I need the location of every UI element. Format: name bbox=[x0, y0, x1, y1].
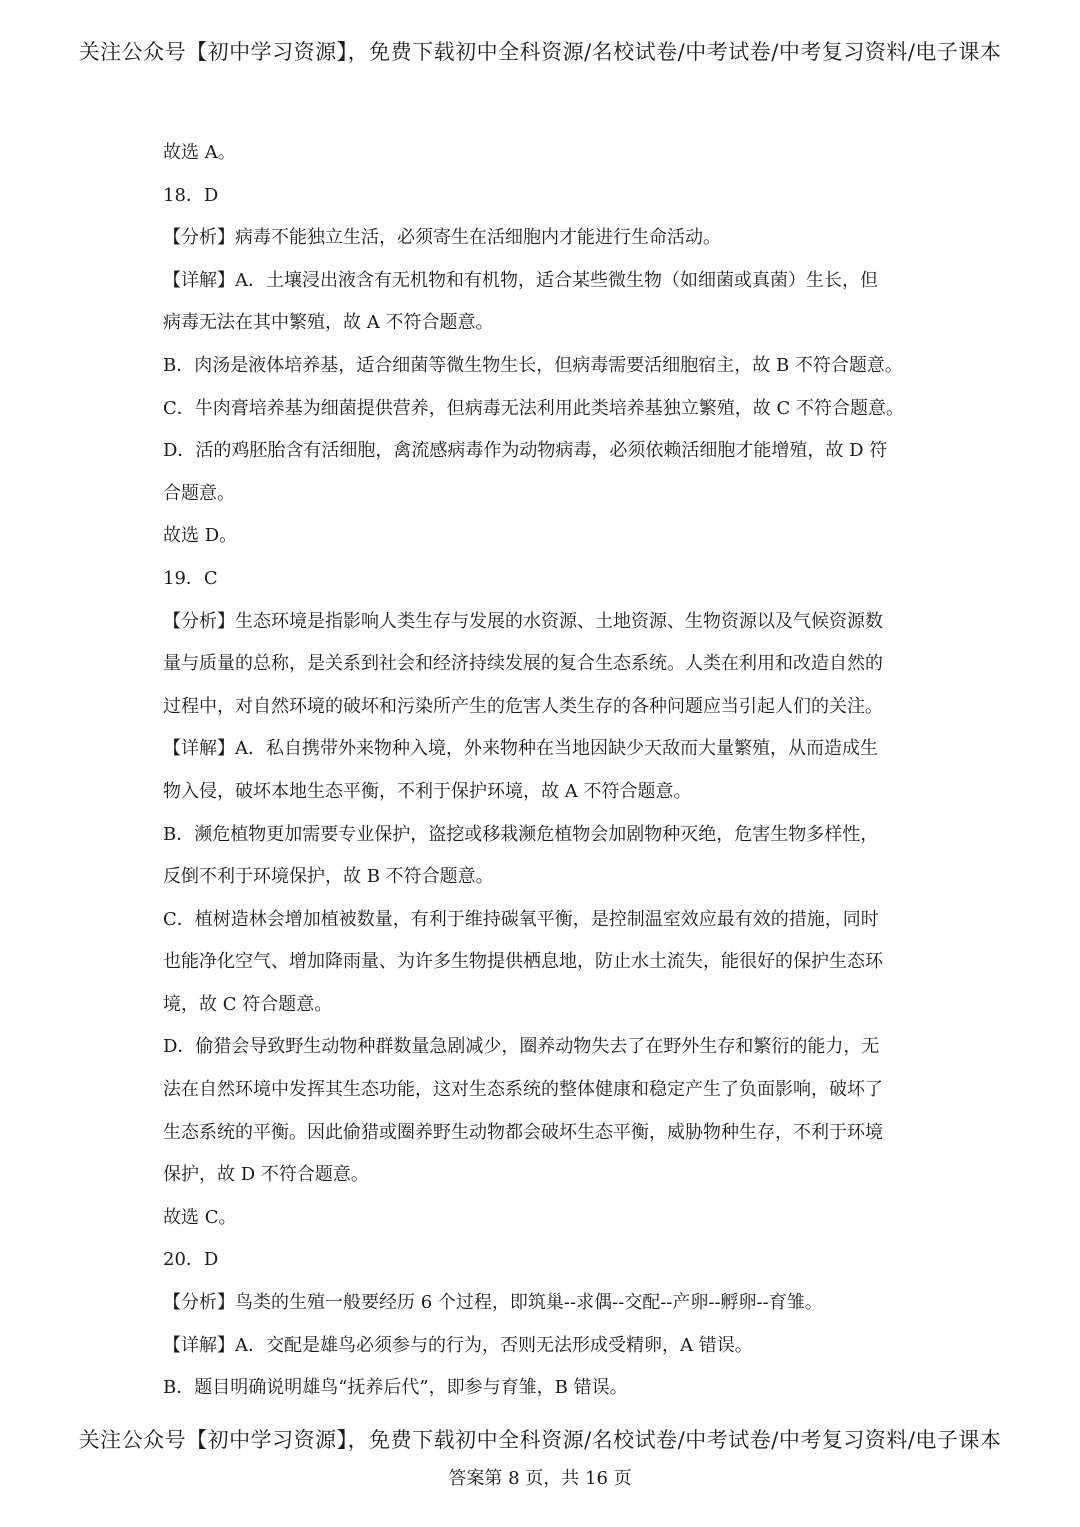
text-line: 合题意。 bbox=[163, 482, 235, 504]
text-line: 反倒不利于环境保护，故 B 不符合题意。 bbox=[163, 866, 494, 888]
text-line: 保护，故 D 不符合题意。 bbox=[163, 1164, 369, 1186]
text-line: B．濒危植物更加需要专业保护，盗挖或移栽濒危植物会加剧物种灭绝，危害生物多样性， bbox=[163, 823, 879, 845]
top-banner: 关注公众号【初中学习资源】，免费下载初中全科资源/名校试卷/中考试卷/中考复习资料/电子课本 bbox=[78, 40, 1002, 64]
text-line: 生态系统的平衡。因此偷猎或圈养野生动物都会破坏生态平衡，威胁物种生存，不利于环境 bbox=[163, 1121, 883, 1143]
text-line: 故选 A。 bbox=[163, 142, 236, 163]
text-line: 【详解】A．私自携带外来物种入境，外来物种在当地因缺少天敌而大量繁殖，从而造成生 bbox=[163, 738, 878, 760]
bottom-banner: 关注公众号【初中学习资源】，免费下载初中全科资源/名校试卷/中考试卷/中考复习资料/电子课本 bbox=[78, 1428, 1002, 1452]
text-line: 【分析】病毒不能独立生活，必须寄生在活细胞内才能进行生命活动。 bbox=[163, 227, 721, 249]
text-line: D．活的鸡胚胎含有活细胞，禽流感病毒作为动物病毒，必须依赖活细胞才能增殖，故 D 符 bbox=[163, 440, 888, 462]
text-line: 【分析】生态环境是指影响人类生存与发展的水资源、土地资源、生物资源以及气候资源数 bbox=[163, 610, 883, 632]
text-line: 也能净化空气、增加降雨量、为许多生物提供栖息地，防止水土流失，能很好的保护生态环 bbox=[163, 951, 883, 973]
text-line: B．肉汤是液体培养基，适合细菌等微生物生长，但病毒需要活细胞宿主，故 B 不符合题意。 bbox=[163, 354, 903, 376]
answer-body bbox=[163, 138, 933, 1416]
text-line: 病毒无法在其中繁殖，故 A 不符合题意。 bbox=[163, 312, 494, 334]
text-line: 量与质量的总称，是关系到社会和经济持续发展的复合生态系统。人类在利用和改造自然的 bbox=[163, 653, 883, 675]
text-line: C．植树造林会增加植被数量，有利于维持碳氧平衡，是控制温室效应最有效的措施，同时 bbox=[163, 908, 879, 930]
question-number: 19．C bbox=[163, 567, 218, 589]
page-number: 答案第 8 页，共 16 页 bbox=[448, 1468, 632, 1489]
text-line: 故选 D。 bbox=[163, 525, 238, 547]
question-number: 18．D bbox=[163, 184, 219, 206]
text-line: 境，故 C 符合题意。 bbox=[163, 993, 333, 1015]
text-line: 过程中，对自然环境的破坏和污染所产生的危害人类生存的各种问题应当引起人们的关注。 bbox=[163, 695, 883, 717]
text-line: D．偷猎会导致野生动物种群数量急剧减少，圈养动物失去了在野外生存和繁衍的能力，无 bbox=[163, 1036, 880, 1058]
text-line: B．题目明确说明雄鸟“抚养后代”，即参与育雏，B 错误。 bbox=[163, 1377, 628, 1399]
question-number: 20．D bbox=[163, 1249, 219, 1271]
text-line: 【分析】鸟类的生殖一般要经历 6 个过程，即筑巢--求偶--交配--产卵--孵卵--育雏。 bbox=[163, 1292, 823, 1314]
text-line: 故选 C。 bbox=[163, 1206, 237, 1228]
text-line: C．牛肉膏培养基为细菌提供营养，但病毒无法利用此类培养基独立繁殖，故 C 不符合题意。 bbox=[163, 397, 904, 419]
text-line: 【详解】A．土壤浸出液含有无机物和有机物，适合某些微生物（如细菌或真菌）生长，但 bbox=[163, 269, 878, 291]
text-line: 【详解】A．交配是雄鸟必须参与的行为，否则无法形成受精卵，A 错误。 bbox=[163, 1334, 753, 1356]
text-line: 法在自然环境中发挥其生态功能，这对生态系统的整体健康和稳定产生了负面影响，破坏了 bbox=[163, 1079, 883, 1101]
text-line: 物入侵，破坏本地生态平衡，不利于保护环境，故 A 不符合题意。 bbox=[163, 780, 692, 802]
